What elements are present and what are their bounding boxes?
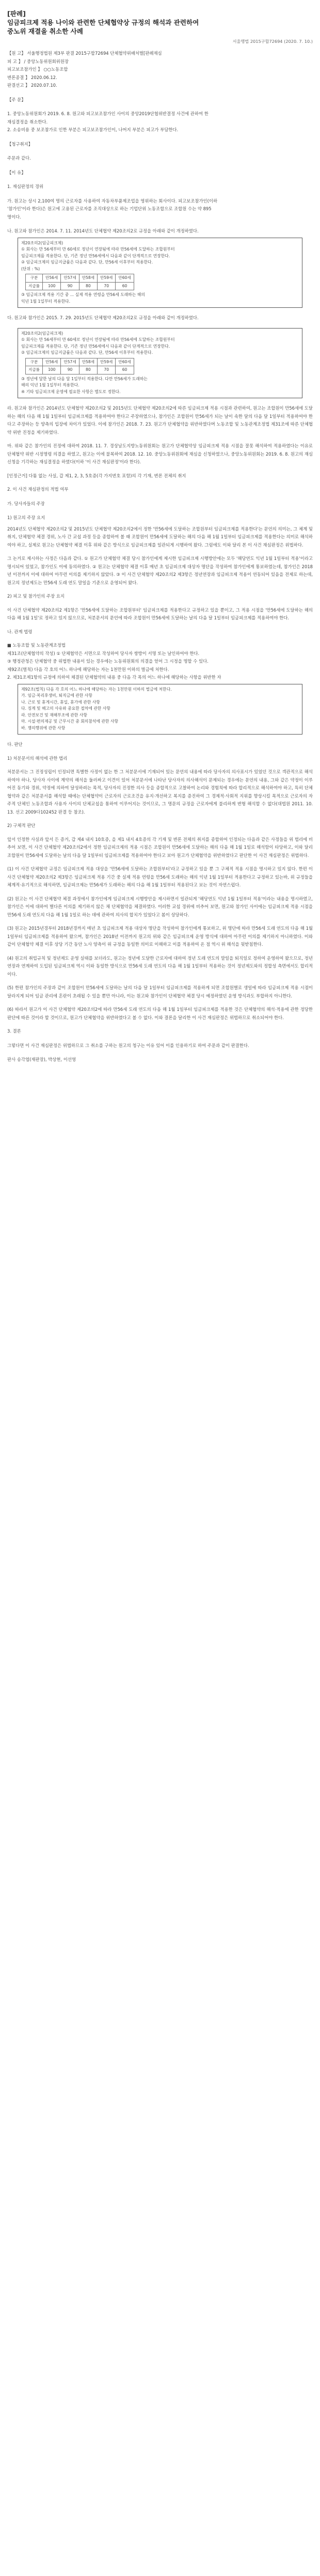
text-line: 가. 원고는 상시 2,100여 명의 근로자를 사용하여 자동차부품제조업을 영위하는 회사이다. 피고보조참가인(이하: [7, 198, 218, 204]
section-heading: 가. 당사자들의 주장: [7, 501, 45, 506]
paragraph: 나. 관계 법령: [7, 629, 33, 634]
clause-line: 제20조의2(임금피크제): [21, 240, 63, 245]
section-heading: 2. 이 사건 재심판정의 적법 여부: [7, 487, 69, 492]
wage-rate-table: [25, 358, 134, 374]
spacer: [7, 221, 313, 227]
law-clause-line: 가. 임금·복리후생비, 퇴직금에 관한 사항: [21, 693, 92, 698]
table-cell: 만58세: [79, 358, 97, 366]
paragraph: 2) 피고 및 참가인의 주장 요지: [7, 594, 65, 599]
text-line: 【이 유】: [7, 169, 26, 175]
text-line: '참가인'이라 한다)은 원고에 고용된 근로자를 조직대상으로 하는 기업단위 노동조합으로 조합원 수는 약 895: [7, 206, 212, 211]
paragraph: (6) 따라서 원고가 이 사건 단체협약 제20조의2에 따라 만56세 도래 연도의 다음 해 1월 1일부터 임금피크제를 적용한 것은 단체협약의 해석·적용에 관한 정당한 판단에 따른 것이라 할 것이므로, 원고가 단체협약을 위반하였다고 볼 수 없다. 이와 결론을 달리한 이 사건 재심판정은 위법하므로 취소되어야 한다.: [7, 1007, 313, 1020]
spacer: [7, 177, 313, 183]
spacer: [7, 191, 313, 197]
table-cell: 구분: [26, 358, 43, 366]
table-cell: 만58세: [79, 274, 97, 283]
text-line: 판결선고 】 2020.07.10.: [7, 83, 57, 88]
case-meta: 서울행법 2015구합72694 (2020. 7. 10.): [232, 39, 313, 44]
paragraph: (3) 원고는 2015년경부터 2018년경까지 매년 초 임금피크제 적용 대상자 명단을 작성하여 참가인에게 통보하고, 위 명단에 따라 만56세 도래 연도의 다음 해 1월 1일부터 임금피크제를 적용하여 왔으며, 참가인은 2018년 이전까지 원고의 위와 같은 임금피크제 운영 방식에 대하여 아무런 이의를 제기하지 아니하였다. 이와 같이 단체협약 체결 이후 상당 기간 동안 노사 양측이 위 규정을 동일한 의미로 이해하고 이를 적용하여 온 점 역시 위 해석을 뒷받침한다.: [7, 926, 313, 947]
spacer: [7, 1050, 313, 1056]
text-line: 변론종결 】 2020.06.12.: [7, 74, 57, 80]
table-cell: 만56세: [43, 358, 61, 366]
paragraph: 다. 판단: [7, 742, 23, 747]
text-line: 1. 재심판정의 경위: [7, 184, 43, 189]
table-cell: 만57세: [61, 274, 79, 283]
paragraph: 그 논거로 제시하는 사정은 다음과 같다. ① 원고가 단체협약 체결 당시 참가인에게 제시한 임금피크제 시행방안에는 모두 '해당연도 익년 1월 1일부터 적용'이라고 명시되어 있었고, 참가인도 이에 동의하였다. ② 원고는 단체협약 체결 이후 매년 초 임금피크제 대상자 명단을 작성하여 참가인에게 통보하였는데, 참가인은 2018년 이전까지 이에 대하여 아무런 이의를 제기하지 않았다. ③ 이 사건 단체협약 제20조의2 제3항은 정년연장과 임금피크제 적용이 연동되어 있음을 전제로 하는데, 원고의 정년제도는 만56세 도래 연도 말일을 기준으로 운영되어 왔다.: [7, 556, 313, 585]
clause-line: ① 회사는 만 56세부터 만 60세로 정년이 연장됨에 따라 만56세에 도달하는 조합원부터: [21, 247, 175, 252]
paragraph: (2) 원고는 이 사건 단체협약 체결 과정에서 참가인에게 임금피크제 시행방안을 제시하면서 일관되게 '해당연도 익년 1월 1일부터 적용'이라는 내용을 명시하였고, 참가인은 이에 대하여 별다른 이의를 제기하지 않은 채 단체협약을 체결하였다. 이러한 교섭 경위에 비추어 보면, 원고와 참가인 사이에는 임금피크제 적용 시점을 만56세 도래 연도의 다음 해 1월 1일로 하는 데에 관하여 의사의 합치가 있었다고 봄이 상당하다.: [7, 896, 313, 917]
spacer: [7, 1036, 313, 1042]
law-clause-line: 다. 징계 및 해고의 사유와 중요한 절차에 관한 사항: [21, 706, 110, 711]
conclusion-line: 그렇다면 이 사건 재심판정은 위법하므로 그 취소를 구하는 원고의 청구는 이유 있어 이를 인용하기로 하여 주문과 같이 판결한다.: [7, 1042, 249, 1048]
title-tag: [판례]: [7, 10, 26, 18]
paragraph: 2014년도 단체협약 제20조의2 및 2015년도 단체협약 제20조의2에서 정한 '만56세에 도달하는 조합원부터 임금피크제를 적용한다'는 문언의 의미는, 그 체계 및 취지, 단체협약 체결 경위, 노사 간 교섭 과정 등을 종합하여 볼 때 조합원이 만56세에 도달하는 해의 다음 해 1월 1일부터 임금피크제를 적용한다는 의미로 해석하여야 하고, 실제로 원고는 단체협약 체결 이후 위와 같은 방식으로 임금피크제를 일관되게 시행하여 왔다. 그럼에도 이와 달리 본 이 사건 재심판정은 위법하다.: [7, 526, 313, 548]
document-page: [0, 0, 320, 1074]
text-line: 피 고 】 / 중앙노동위원회위원장: [7, 58, 69, 64]
table-cell: 100: [43, 366, 61, 374]
text-line: 2. 소송비용 중 보조참가로 인한 부분은 피고보조참가인이, 나머지 부분은 피고가 부담한다.: [7, 127, 179, 132]
paragraph: 이 사건 단체협약 제20조의2 제1항은 '만56세에 도달하는 조합원부터' 임금피크제를 적용한다고 규정하고 있을 뿐이고, 그 적용 시점을 '만56세에 도달하는 해의 다음 해 1월 1일'로 정하고 있지 않으므로, 처분문서의 문언에 따라 조합원이 만56세에 도달하는 날의 다음 달 1일부터 임금피크제를 적용하여야 한다.: [7, 607, 313, 620]
spacer: [7, 494, 313, 500]
text-line: 피고보조참가인 】 ○○노동조합: [7, 67, 68, 72]
text-line: 나. 원고와 참가인은 2014. 7. 11. 2014년도 단체협약 제20조의2로 규정을 아래와 같이 개정하였다.: [7, 228, 199, 233]
law-clause-line: 제92조(벌칙) 다음 각 호의 어느 하나에 해당하는 자는 1천만원 이하의 벌금에 처한다.: [21, 686, 172, 692]
clause-line: ③ 임금피크제 적용 기간 중 ... 실제 적용 연령을 만56세 도래하는 해의: [21, 292, 145, 297]
clause-line: ② 임금피크제의 임금지급률은 다음과 같다. 단, 만56세 이후부터 적용한다.: [21, 260, 153, 264]
table-cell: 90: [61, 366, 79, 374]
law-box: [18, 684, 302, 735]
law-clause-line: 마. 시설·편의제공 및 근무시간 중 회의참석에 관한 사항: [21, 719, 119, 724]
table-cell: 100: [43, 282, 61, 290]
spacer: [7, 104, 313, 110]
table-cell: 70: [98, 282, 116, 290]
table-cell: 만56세: [43, 274, 61, 283]
spacer: [7, 134, 313, 140]
law-clause-line: 나. 근로 및 휴게시간, 휴일, 휴가에 관한 사항: [21, 699, 100, 705]
table-cell: 만60세: [116, 358, 134, 366]
table-cell: 60: [116, 366, 134, 374]
paragraph: (4) 원고의 취업규칙 및 정년제도 운영 실태를 보더라도, 원고는 정년에 도달한 근로자에 대하여 정년 도래 연도의 말일을 퇴직일로 정하여 운영하여 왔으므로, 정년연장과 연계하여 도입된 임금피크제 역시 이와 동일한 방식으로 만56세 도래 연도의 다음 해 1월 1일부터 적용하는 것이 정년제도와의 정합성 측면에서도 합리적이다.: [7, 955, 313, 977]
paragraph: (5) 한편 참가인의 주장과 같이 조합원이 만56세에 도달하는 날의 다음 달 1일부터 임금피크제를 적용하게 되면 조합원별로 생일에 따라 임금피크제 적용 시점이 달라지게 되어 임금 관리에 혼란이 초래될 수 있을 뿐만 아니라, 이는 원고와 참가인이 단체협약 체결 당시 예정하였던 운영 방식과도 부합하지 아니한다.: [7, 985, 313, 998]
clause-line: ① 회사는 만 56세부터 만 60세로 정년이 연장됨에 따라 만56세에 도달하는 조합원부터: [21, 337, 175, 342]
clause-line: 제20조의2(임금피크제): [21, 331, 63, 336]
table-cell: 만59세: [98, 358, 116, 366]
clause-line: 임금피크제를 적용한다. 단, 기존 정년 만56세에서 다음과 같이 단계적으로 연장한다.: [21, 344, 170, 349]
title-line: 임금피크제 적용 나이와 관련한 단체협약상 규정의 해석과 관련하여: [7, 19, 199, 26]
clause-line: ④ 기타 임금피크제 운영에 필요한 사항은 별도로 정한다.: [21, 389, 121, 394]
conclusion-line: 3. 결론: [7, 1028, 21, 1034]
spacer: [7, 90, 313, 96]
section-heading: 1) 원고의 주장 요지: [7, 515, 45, 520]
law-line: ■ 노동조합 및 노동관계조정법: [7, 643, 66, 648]
paragraph: [인정근거] 다툼 없는 사실, 갑 제1, 2, 3, 5호증(각 가지번호 포함)의 각 기재, 변론 전체의 취지: [7, 473, 186, 478]
text-line: 【청구취지】: [7, 141, 33, 147]
paragraph: 1) 처분문서의 해석에 관한 법리: [7, 755, 68, 761]
text-line: 명이다.: [7, 214, 21, 220]
paragraph: (1) 이 사건 단체협약 규정은 임금피크제 적용 대상을 '만56세에 도달하는 조합원부터'라고 규정하고 있을 뿐 그 구체적 적용 시점을 명시하고 있지 않다. 한편 이 사건 단체협약 제20조의2 제3항은 임금피크제 적용 기간 중 실제 적용 연령을 만56세 도래하는 해의 익년 1월 1일부터 적용한다고 규정하고 있는바, 위 규정들을 체계적·유기적으로 해석하면, 임금피크제는 만56세가 도래하는 해의 다음 해 1월 1일부터 적용된다고 보는 것이 자연스럽다.: [7, 866, 313, 887]
table-cell: 90: [61, 282, 79, 290]
table-cell: 60: [116, 282, 134, 290]
table-cell: 지급률: [26, 366, 43, 374]
clause-line: ③ 정년에 달한 날의 다음 달 1일부터 적용한다. 다만 만56세가 도래하는: [21, 376, 148, 381]
title-line: 중노위 재결을 취소한 사례: [7, 27, 83, 35]
law-line: 2. 제31조제1항의 규정에 의하여 체결된 단체협약의 내용 중 다음 각 목의 어느 하나에 해당하는 사항을 위반한 자: [7, 675, 221, 680]
table-cell: 만59세: [98, 274, 116, 283]
clause-line: (단위 : %): [21, 266, 40, 271]
paragraph: 2) 구체적 판단: [7, 823, 36, 828]
clause-box: [18, 328, 302, 399]
paragraph: 다. 원고와 참가인은 2015. 7. 29. 2015년도 단체협약 제20조의2로 규정을 아래와 같이 개정하였다.: [7, 315, 199, 320]
table-cell: 80: [79, 366, 97, 374]
paragraph: 처분문서는 그 진정성립이 인정되면 특별한 사정이 없는 한 그 처분문서에 기재되어 있는 문언의 내용에 따라 당사자의 의사표시가 있었던 것으로 객관적으로 해석하여야 하나, 당사자 사이에 계약의 해석을 둘러싸고 이견이 있어 처분문서에 나타난 당사자의 의사해석이 문제되는 경우에는 문언의 내용, 그와 같은 약정이 이루어진 동기와 경위, 약정에 의하여 달성하려는 목적, 당사자의 진정한 의사 등을 종합적으로 고찰하여 논리와 경험칙에 따라 합리적으로 해석하여야 하고, 특히 단체협약과 같은 처분문서를 해석할 때에는 단체협약이 근로자의 근로조건을 유지·개선하고 복지를 증진하여 그 경제적·사회적 지위를 향상시킬 목적으로 근로자의 자주적 단체인 노동조합과 사용자 사이의 단체교섭을 통하여 이루어지는 것이므로, 그 명문의 규정을 근로자에게 불리하게 변형 해석할 수 없다(대법원 2011. 10. 13. 선고 2009다102452 판결 등 참조).: [7, 769, 313, 815]
clause-box: [18, 238, 302, 308]
conclusion-line: 판사 송각엽(재판장), 박상현, 이선영: [7, 1057, 76, 1062]
clause-line: 익년 1월 1일부터 적용한다.: [21, 299, 71, 304]
paragraph: 라. 원고와 참가인은 2014년도 단체협약 제20조의2 및 2015년도 단체협약 제20조의2에 따른 임금피크제 적용 시점과 관련하여, 원고는 조합원이 만56세에 도달하는 해의 다음 해 1월 1일부터 임금피크제를 적용하여야 한다고 주장하였으나, 참가인은 조합원이 만56세가 되는 날이 속한 달의 다음 달 1일부터 적용하여야 한다고 주장하는 등 양측의 입장에 차이가 있었다. 이에 참가인은 2018. 7. 23. 원고가 단체협약을 위반하였다며 노동조합 및 노동관계조정법 제31조에 따른 단체협약 위반 진정을 제기하였다.: [7, 405, 313, 435]
spacer: [7, 163, 313, 169]
paragraph: 마. 위와 같은 참가인의 진정에 대하여 2018. 11. 7. 경상남도지방노동위원회는 원고가 단체협약상 임금피크제 적용 시점을 잘못 해석하여 적용하였다는 이유로 단체협약 위반 시정명령 의결을 하였고, 원고는 이에 불복하여 2018. 12. 10. 중앙노동위원회에 재심을 신청하였으나, 중앙노동위원회는 2019. 6. 8. 원고의 재심신청을 기각하는 재심결정을 하였다(이하 '이 사건 재심판정'이라 한다).: [7, 443, 313, 464]
text-line: 【원 고】 서울행정법원 제3부 판결 2015구합72694 단체협약위배처벌[판례재심: [7, 51, 162, 56]
law-clause-line: 라. 안전보건 및 재해부조에 관한 사항: [21, 712, 87, 717]
clause-line: 해의 익년 1월 1일부터 적용한다.: [21, 383, 79, 387]
text-line: 주문과 같다.: [7, 155, 31, 161]
clause-line: 임금피크제를 적용한다. 단, 기존 정년 만56세에서 다음과 같이 단계적으로 연장한다.: [21, 253, 170, 258]
text-line: 【주 문】: [7, 97, 26, 102]
table-cell: 80: [79, 282, 97, 290]
wage-rate-table: [25, 274, 134, 290]
case-header: [7, 50, 313, 236]
law-line: ③ 행정관청은 단체협약 중 위법한 내용이 있는 경우에는 노동위원회의 의결을 얻어 그 시정을 명할 수 있다.: [7, 659, 209, 664]
table-cell: 70: [98, 366, 116, 374]
spacer: [7, 148, 313, 154]
document-title: [7, 9, 313, 36]
clause-line: ② 임금피크제의 임금지급률은 다음과 같다. 단, 만56세 이후부터 적용한다.: [21, 350, 153, 355]
text-line: 1. 중앙노동위원회가 2019. 6. 8. 원고와 피고보조참가인 사이의 중앙2019단협위반결정 사건에 관하여 한: [7, 111, 209, 116]
table-cell: 만60세: [116, 274, 134, 283]
spacer: [7, 508, 313, 514]
table-cell: 지급률: [26, 282, 43, 290]
table-cell: 구분: [26, 274, 43, 283]
law-clause-line: 바. 쟁의행위에 관한 사항: [21, 725, 66, 730]
law-line: 제92조(벌칙) 다음 각 호의 어느 하나에 해당하는 자는 1천만원 이하의 벌금에 처한다.: [7, 666, 169, 672]
table-cell: 만57세: [61, 358, 79, 366]
paragraph: 앞서 인정한 사실과 앞서 든 증거, 갑 제4 내지 10호증, 을 제1 내지 4호증의 각 기재 및 변론 전체의 취지를 종합하여 인정되는 다음과 같은 사정들을 위 법리에 비추어 보면, 이 사건 단체협약 제20조의2에서 정한 임금피크제의 적용 시점은 조합원이 만56세에 도달하는 해의 다음 해 1월 1일로 해석함이 타당하고, 이와 달리 조합원이 만56세에 도달하는 날의 다음 달 1일부터 임금피크제를 적용하여야 한다고 보아 원고가 단체협약을 위반하였다고 판단한 이 사건 재심판정은 위법하다.: [7, 836, 313, 858]
text-line: 재심결정을 취소한다.: [7, 119, 48, 124]
law-line: 제31조(단체협약의 작성) ① 단체협약은 서면으로 작성하여 당사자 쌍방이 서명 또는 날인하여야 한다.: [7, 650, 200, 656]
